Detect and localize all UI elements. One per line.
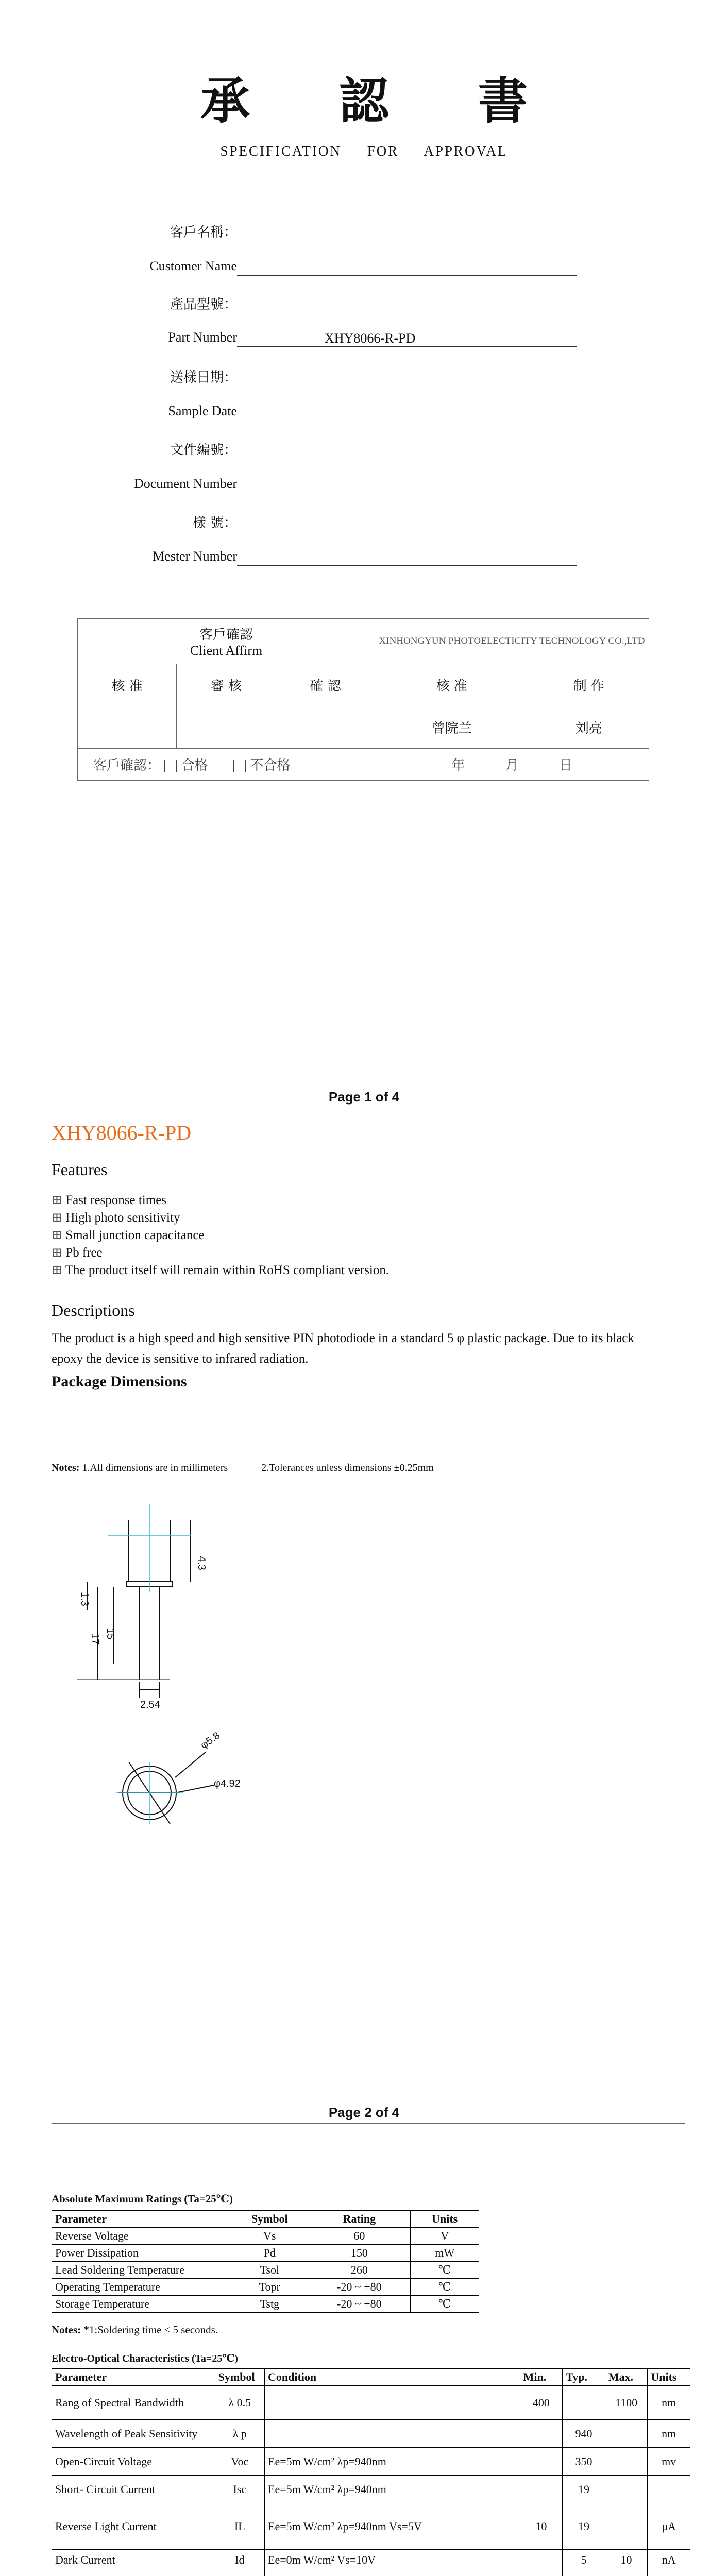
eo-cell-max <box>605 2476 648 2503</box>
eo-cell-typ <box>563 2570 605 2576</box>
cover-field-label: Document Number <box>133 476 237 491</box>
abs-cell: Lead Soldering Temperature <box>52 2262 231 2279</box>
cover-field-row <box>77 367 582 393</box>
eo-cell-min <box>520 2570 563 2576</box>
eo-cell-max <box>605 2570 648 2576</box>
table-row <box>52 2503 690 2550</box>
table-row <box>52 2296 479 2313</box>
page2-number: Page 2 of 4 <box>328 2105 400 2120</box>
cover-field-row <box>77 330 582 355</box>
col-confirm: 確 認 <box>276 664 375 706</box>
abs-cell: Power Dissipation <box>52 2245 231 2262</box>
eo-cell-s: IL <box>215 2503 264 2550</box>
leader-492 <box>175 1785 214 1793</box>
abs-cell: 260 <box>308 2262 411 2279</box>
eo-cell-c: Ee=5m W/cm² λp=940nm <box>265 2476 520 2503</box>
feature-item: ⊞ The product itself will remain within RoHS compliant version. <box>52 1262 389 1278</box>
eo-cell-p: Rang of Spectral Bandwidth <box>52 2386 215 2420</box>
col-make: 制 作 <box>529 664 649 706</box>
company-name: XINHONGYUN PHOTOELECTICITY TECHNOLOGY CO.,LTD <box>375 619 649 664</box>
dim-492: φ4.92 <box>214 1778 241 1789</box>
abs-header-cell: Units <box>411 2211 479 2228</box>
eo-title: Electro-Optical Characteristics (Ta=25℃) <box>52 2353 238 2364</box>
cover-field-label: Customer Name <box>149 259 237 274</box>
abs-cell: 60 <box>308 2228 411 2245</box>
eo-cell-u: nm <box>648 2386 690 2420</box>
desc-text: The product is a high speed and high sensitive PIN photodiode in a standard 5 φ plastic package. Due to its black epoxy the device is sensitive to infrared radiation. <box>52 1331 634 1366</box>
feature-item: ⊞ High photo sensitivity <box>52 1210 389 1225</box>
ng-checkbox[interactable] <box>233 760 246 772</box>
abs-cell: Operating Temperature <box>52 2279 231 2296</box>
cover-field-row <box>77 403 582 429</box>
abs-cell: Topr <box>231 2279 308 2296</box>
cover-field-value[interactable]: XHY8066-R-PD <box>325 331 416 346</box>
dims-notes <box>52 1462 434 1474</box>
cover-field-label: 文件編號： <box>170 443 237 458</box>
eo-cell-min <box>520 2420 563 2448</box>
eo-cell-typ: 19 <box>563 2476 605 2503</box>
abs-header-cell: Rating <box>308 2211 411 2228</box>
cover-field-label: 送樣日期： <box>170 370 237 385</box>
eo-cell-s: Voc <box>215 2448 264 2476</box>
feature-item: ⊞ Pb free <box>52 1245 389 1260</box>
eo-cell-p: Dark Current <box>52 2550 215 2570</box>
eo-cell-u <box>648 2476 690 2503</box>
note1: 1.All dimensions are in millimeters <box>82 1462 228 1473</box>
eo-cell-p: Wavelength of Peak Sensitivity <box>52 2420 215 2448</box>
date-year: 年 <box>451 758 465 773</box>
abs-cell: mW <box>411 2245 479 2262</box>
abs-cell: Reverse Voltage <box>52 2228 231 2245</box>
abs-header-cell: Symbol <box>231 2211 308 2228</box>
table-row <box>52 2245 479 2262</box>
sign-review <box>177 706 276 749</box>
cover-field-line <box>237 346 577 347</box>
eo-cell-u: nm <box>648 2420 690 2448</box>
table-row <box>52 2420 690 2448</box>
eo-cell-s <box>215 2570 264 2576</box>
eo-cell-max: 10 <box>605 2550 648 2570</box>
notes-label: Notes: <box>52 1462 80 1473</box>
table-row <box>52 2550 690 2570</box>
cover-field-row <box>77 222 582 247</box>
eo-cell-min <box>520 2448 563 2476</box>
package-drawing <box>67 1504 325 1968</box>
eo-cell-typ <box>563 2386 605 2420</box>
cover-field-line <box>237 565 577 566</box>
client-affirm-cell <box>78 619 375 664</box>
cover-field-label: Part Number <box>168 330 237 345</box>
cover-field-row <box>77 476 582 502</box>
date-day: 日 <box>558 758 572 773</box>
eo-cell-max <box>605 2503 648 2550</box>
cover-subtitle: SPECIFICATION FOR APPROVAL <box>220 143 508 159</box>
eo-cell-c: Ee=0m W/cm² Vs=10V <box>265 2550 520 2570</box>
eo-cell-max <box>605 2420 648 2448</box>
eo-header-cell: Typ. <box>563 2369 605 2386</box>
ok-checkbox[interactable] <box>164 760 177 772</box>
eo-cell-c <box>265 2386 520 2420</box>
eo-cell-typ: 5 <box>563 2550 605 2570</box>
cover-title: 承 認 書 <box>200 72 564 130</box>
cover-field-label: 樣 號： <box>192 515 237 531</box>
cover-field-row <box>77 294 582 319</box>
eo-cell-s: Id <box>215 2550 264 2570</box>
sign-confirm <box>276 706 375 749</box>
col-approve: 核 准 <box>375 664 529 706</box>
eo-cell-p: Open-Circuit Voltage <box>52 2448 215 2476</box>
abs-cell: -20 ~ +80 <box>308 2296 411 2313</box>
eo-cell-max: 1100 <box>605 2386 648 2420</box>
feature-item: ⊞ Small junction capacitance <box>52 1227 389 1243</box>
dim-17: 17 <box>89 1633 100 1645</box>
eo-cell-p <box>52 2570 215 2576</box>
dim-58: φ5.8 <box>198 1730 223 1752</box>
eo-header-cell: Units <box>648 2369 690 2386</box>
sign-audit <box>78 706 177 749</box>
abs-cell: Vs <box>231 2228 308 2245</box>
table-row <box>52 2448 690 2476</box>
eo-cell-min <box>520 2550 563 2570</box>
table-row <box>52 2262 479 2279</box>
abs-cell: V <box>411 2228 479 2245</box>
abs-cell: ℃ <box>411 2262 479 2279</box>
eo-cell-u: mv <box>648 2448 690 2476</box>
client-check-cell <box>78 749 375 781</box>
table-row <box>52 2279 479 2296</box>
table-row <box>52 2476 690 2503</box>
eo-cell-typ: 940 <box>563 2420 605 2448</box>
eo-cell-c: Ee=5m W/cm² λp=940nm Vs=5V <box>265 2503 520 2550</box>
page1-part-title: XHY8066-R-PD <box>52 1121 192 1144</box>
abs-cell: -20 ~ +80 <box>308 2279 411 2296</box>
eo-cell-u <box>648 2570 690 2576</box>
eo-header-cell: Symbol <box>215 2369 264 2386</box>
abs-note-label: Notes: <box>52 2324 84 2336</box>
abs-cell: ℃ <box>411 2296 479 2313</box>
eo-cell-s: λ 0.5 <box>215 2386 264 2420</box>
eo-cell-p: Short- Circuit Current <box>52 2476 215 2503</box>
eo-header-cell: Condition <box>265 2369 520 2386</box>
eo-cell-u: μA <box>648 2503 690 2550</box>
features-list <box>52 1190 389 1280</box>
eo-cell-c: Ee=5m W/cm² λp=940nm <box>265 2448 520 2476</box>
cover-field-label: 客戶名稱： <box>170 225 237 240</box>
abs-cell: Pd <box>231 2245 308 2262</box>
eo-cell-c <box>265 2570 520 2576</box>
eo-cell-max <box>605 2448 648 2476</box>
client-affirm-cn: 客戶確認 <box>199 627 253 642</box>
ng-label: 不合格 <box>250 758 291 773</box>
dims-title: Package Dimensions <box>52 1373 187 1390</box>
client-affirm-en: Client Affirm <box>190 643 263 658</box>
eo-cell-u: nA <box>648 2550 690 2570</box>
eo-cell-min: 10 <box>520 2503 563 2550</box>
cover-field-label: 產品型號： <box>170 297 237 312</box>
dim-254: 2.54 <box>140 1699 160 1710</box>
sign-approve: 曾院兰 <box>375 706 529 749</box>
ok-label: 合格 <box>181 758 208 773</box>
leader-58 <box>175 1752 206 1777</box>
page2-rule <box>52 2123 685 2124</box>
eo-table <box>52 2368 690 2576</box>
eo-header-cell: Min. <box>520 2369 563 2386</box>
eo-cell-s: Isc <box>215 2476 264 2503</box>
eo-header-cell: Parameter <box>52 2369 215 2386</box>
eo-cell-s: λ p <box>215 2420 264 2448</box>
abs-cell: ℃ <box>411 2279 479 2296</box>
abs-cell: Tstg <box>231 2296 308 2313</box>
sign-make: 刘亮 <box>529 706 649 749</box>
date-month: 月 <box>505 758 519 773</box>
cover-field-line <box>237 275 577 276</box>
date-cell <box>375 749 649 781</box>
affirm-table <box>77 618 649 781</box>
cover-field-label: Mester Number <box>153 549 237 564</box>
eo-header-cell: Max. <box>605 2369 648 2386</box>
eo-cell-p: Reverse Light Current <box>52 2503 215 2550</box>
cover-field-row <box>77 549 582 574</box>
eo-cell-min <box>520 2476 563 2503</box>
page1-number: Page 1 of 4 <box>328 1089 400 1105</box>
col-review: 審 核 <box>177 664 276 706</box>
col-audit: 核 准 <box>78 664 177 706</box>
table-row <box>52 2570 690 2576</box>
table-row <box>52 2228 479 2245</box>
abs-title: Absolute Maximum Ratings (Ta=25℃) <box>52 2193 233 2205</box>
abs-cell: Storage Temperature <box>52 2296 231 2313</box>
eo-cell-typ: 350 <box>563 2448 605 2476</box>
abs-ratings-table <box>52 2210 479 2313</box>
dim-43: 4.3 <box>196 1556 207 1570</box>
eo-cell-c <box>265 2420 520 2448</box>
abs-header-cell: Parameter <box>52 2211 231 2228</box>
cover-field-row <box>77 439 582 465</box>
eo-cell-typ: 19 <box>563 2503 605 2550</box>
table-row <box>52 2386 690 2420</box>
cover-field-row <box>77 512 582 538</box>
cover-field-label: Sample Date <box>168 403 237 418</box>
features-title: Features <box>52 1160 108 1179</box>
cover-field-row <box>77 259 582 284</box>
abs-note-text: *1:Soldering time ≤ 5 seconds. <box>83 2324 218 2336</box>
note2: 2.Tolerances unless dimensions ±0.25mm <box>261 1462 434 1473</box>
abs-notes <box>52 2324 218 2336</box>
abs-cell: 150 <box>308 2245 411 2262</box>
feature-item: ⊞ Fast response times <box>52 1192 389 1208</box>
desc-title: Descriptions <box>52 1301 135 1319</box>
eo-cell-min: 400 <box>520 2386 563 2420</box>
dim-13: 1.3 <box>79 1592 90 1606</box>
abs-cell: Tsol <box>231 2262 308 2279</box>
client-check-label: 客戶確認： <box>93 758 161 773</box>
dim-15: 15 <box>105 1628 116 1640</box>
